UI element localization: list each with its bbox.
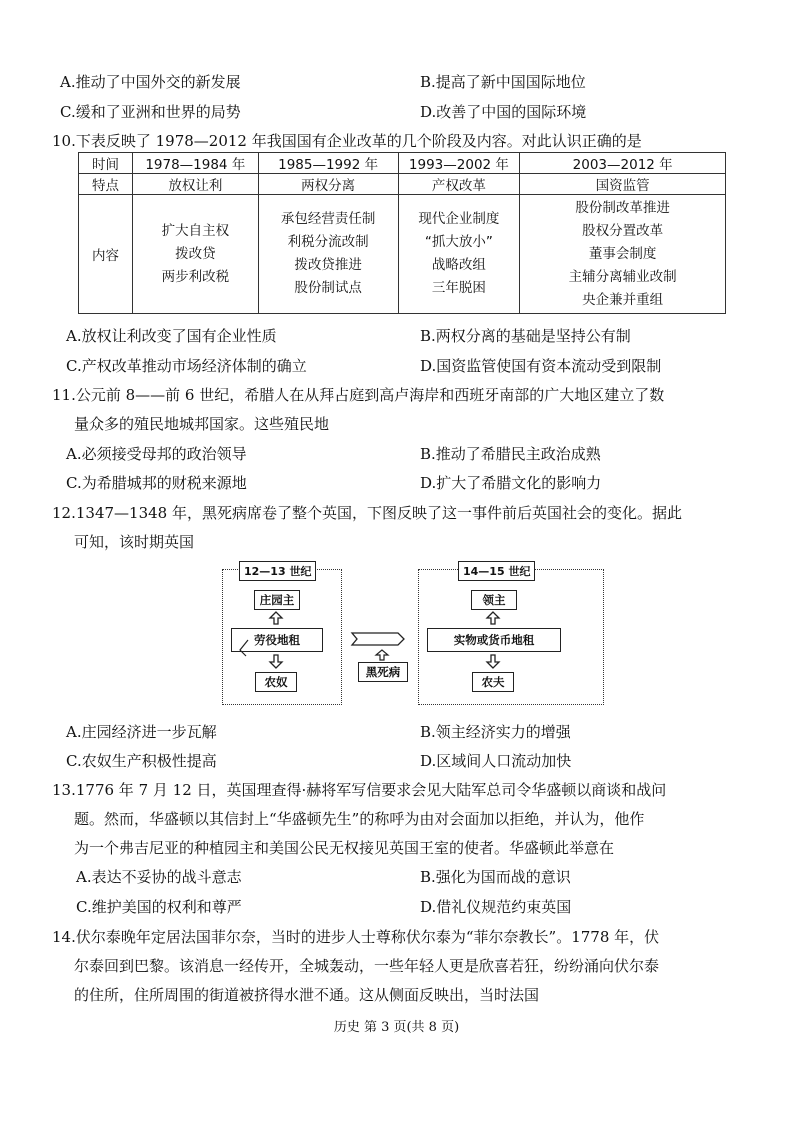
diagram-right-mid-node: 实物或货币地租 [427,628,561,652]
q10-option-d: D.国资监管使国有资本流动受到限制 [420,357,662,375]
content-line: 拨改贷 [175,245,216,262]
q12-stem-line2: 可知，该时期英国 [74,533,195,551]
q9-option-d: D.改善了中国的国际环境 [420,103,587,121]
diagram-plague-node: 黑死病 [358,662,408,682]
q10-option-a: A.放权让利改变了国有企业性质 [66,327,277,345]
table-feature-3: 产权改革 [398,174,520,195]
table-period-3: 1993—2002 年 [398,153,520,174]
q14-stem-line3: 的住所，住所周围的街道被挤得水泄不通。这从侧面反映出，当时法国 [74,986,540,1004]
q9-option-a: A.推动了中国外交的新发展 [60,73,241,91]
q12-option-d: D.区域间人口流动加快 [420,752,572,770]
table-period-1: 1978—1984 年 [132,153,258,174]
content-line: 股份制试点 [294,280,362,296]
q13-option-d: D.借礼仪规范约束英国 [420,898,572,916]
q12-option-a: A.庄园经济进一步瓦解 [66,723,217,741]
down-arrow-icon [487,655,499,668]
content-line: 利税分流改制 [287,234,369,250]
diagram-left-top-node: 庄园主 [254,590,300,610]
q14-stem-line1: 14.伏尔泰晚年定居法国菲尔奈，当时的进步人士尊称伏尔泰为“菲尔奈教长”。1778 年，伏 [52,928,660,946]
diagram-left-bottom-node: 农奴 [255,672,297,692]
chevron-arrow-icon [352,633,404,645]
table-feature-2: 两权分离 [258,174,398,195]
q11-option-b: B.推动了希腊民主政治成熟 [420,445,601,463]
table-period-2: 1985—1992 年 [258,153,398,174]
q12-stem-line1: 12.1347—1348 年，黑死病席卷了整个英国，下图反映了这一事件前后英国社会的变化。据此 [52,504,682,522]
content-line: 拨改贷推进 [294,257,362,273]
page-footer: 历史 第 3 页(共 8 页) [333,1020,460,1035]
diagram-right-top-node: 领主 [471,590,517,610]
q11-option-c: C.为希腊城邦的财税来源地 [66,474,247,492]
diagram-left-title: 12—13 世纪 [239,561,316,581]
q11-stem-line1: 11.公元前 8——前 6 世纪，希腊人在从拜占庭到高卢海岸和西班牙南部的广大地区建立了数 [52,386,665,404]
content-line: 董事会制度 [588,245,657,262]
q13-stem-line1: 13.1776 年 7 月 12 日，英国理查得·赫将军写信要求会见大陆军总司令华盛顿以商谈和战问 [52,781,667,799]
up-arrow-icon [376,650,388,660]
q13-option-c: C.维护美国的权利和尊严 [76,898,242,916]
q10-stem: 10.下表反映了 1978—2012 年我国国有企业改革的几个阶段及内容。对此认识正确的是 [52,132,642,150]
q14-stem-line2: 尔泰回到巴黎。该消息一经传开，全城轰动，一些年轻人更是欣喜若狂，纷纷涌向伏尔泰 [74,957,660,975]
content-line: 战略改组 [431,257,486,273]
table-content-label: 内容 [79,195,133,314]
content-line: 股权分置改革 [582,222,664,239]
q11-option-d: D.扩大了希腊文化的影响力 [420,474,602,492]
table-feature-4: 国资监管 [520,174,726,195]
up-arrow-icon [487,612,499,624]
q10-option-c: C.产权改革推动市场经济体制的确立 [66,357,307,375]
q13-option-a: A.表达不妥协的战斗意志 [76,868,242,886]
up-arrow-icon [270,612,282,624]
diagram-left-mid-node: 劳役地租 [231,628,323,652]
content-line: “抓大放小” [424,234,493,250]
content-line: 扩大自主权 [161,222,230,239]
content-line: 股份制改革推进 [575,199,670,216]
q13-stem-line3: 为一个弗吉尼亚的种植园主和美国公民无权接见英国王室的使者。华盛顿此举意在 [74,839,615,857]
q12-option-c: C.农奴生产积极性提高 [66,752,217,770]
content-line: 两步利改税 [161,268,230,285]
content-line: 央企兼并重组 [582,291,664,308]
q13-stem-line2: 题。然而，华盛顿以其信封上“华盛顿先生”的称呼为由对会面加以拒绝，并认为，他作 [74,810,645,828]
down-arrow-icon [270,655,282,668]
q12-option-b: B.领主经济实力的增强 [420,723,571,741]
content-line: 承包经营责任制 [280,211,376,227]
content-line: 三年脱困 [431,280,486,296]
tick-mark-icon [240,640,248,656]
q9-option-c: C.缓和了亚洲和世界的局势 [60,103,241,121]
q13-option-b: B.强化为国而战的意识 [420,868,571,886]
content-line: 现代企业制度 [418,211,500,227]
table-feature-label: 特点 [79,174,133,195]
q11-option-a: A.必须接受母邦的政治领导 [66,445,247,463]
diagram-right-bottom-node: 农夫 [472,672,514,692]
table-feature-1: 放权让利 [132,174,258,195]
table-time-label: 时间 [79,153,133,174]
diagram-right-title: 14—15 世纪 [458,561,535,581]
table-period-4: 2003—2012 年 [520,153,726,174]
q11-stem-line2: 量众多的殖民地城邦国家。这些殖民地 [74,415,330,433]
q10-option-b: B.两权分离的基础是坚持公有制 [420,327,631,345]
content-line: 主辅分离辅业改制 [568,268,677,285]
q9-option-b: B.提高了新中国国际地位 [420,73,586,91]
